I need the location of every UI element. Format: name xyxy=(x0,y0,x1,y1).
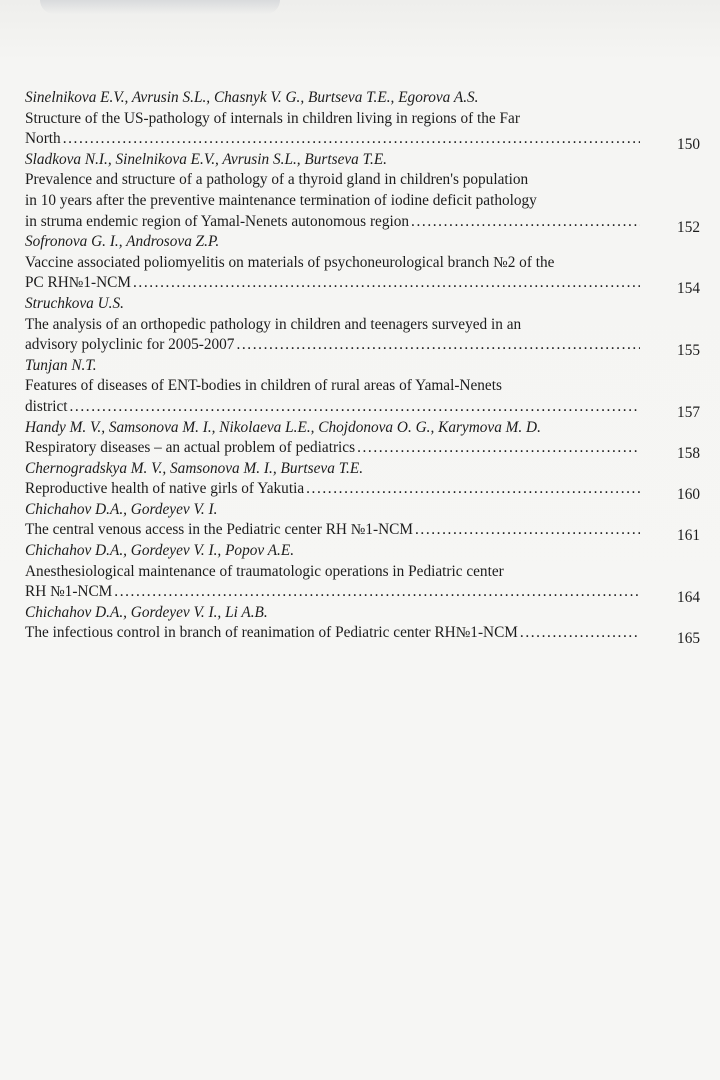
toc-entry-authors: Chichahov D.A., Gordeyev V. I. xyxy=(25,500,218,518)
toc-entry-title-last-line xyxy=(25,438,640,459)
dot-leader xyxy=(411,212,640,233)
toc-entry-title-last-line xyxy=(25,129,640,150)
toc-entry-title-last-line xyxy=(25,273,640,294)
toc-entry-title-last-line xyxy=(25,212,640,233)
toc-entry xyxy=(25,88,700,154)
toc-entry xyxy=(25,294,700,360)
toc-entry-title xyxy=(25,562,700,603)
toc-entry-page-number: 158 xyxy=(677,445,700,463)
toc-entry-title-line: in 10 years after the preventive maintenance termination of iodine deficit pathology xyxy=(25,191,537,209)
toc-entry xyxy=(25,459,700,504)
toc-entry-title-line: Vaccine associated poliomyelitis on materials of psychoneurological branch №2 of the xyxy=(25,253,555,271)
toc-entry-authors: Sofronova G. I., Androsova Z.P. xyxy=(25,233,220,251)
toc-entry-authors: Chichahov D.A., Gordeyev V. I., Popov A.E. xyxy=(25,542,295,560)
toc-entry-authors: Chernogradskya M. V., Samsonova M. I., Burtseva T.E. xyxy=(25,459,364,477)
toc-entry xyxy=(25,418,700,463)
toc-entry-title-last-line xyxy=(25,582,640,603)
toc-entry-title-text: Respiratory diseases – an actual problem of pediatrics xyxy=(25,439,356,457)
toc-entry xyxy=(25,150,700,236)
toc-entry-page-number: 155 xyxy=(677,342,700,360)
toc-entry-title-last-line xyxy=(25,397,640,418)
toc-entry-title-text: The infectious control in branch of reanimation of Pediatric center RH№1-NCM xyxy=(25,624,518,642)
toc-entry-title xyxy=(25,438,700,459)
toc-entry xyxy=(25,356,700,421)
toc-entry-title xyxy=(25,315,700,356)
toc-entry-title-line: Anesthesiological maintenance of traumatologic operations in Pediatric center xyxy=(25,562,504,580)
toc-entry-title-line: Features of diseases of ENT-bodies in children of rural areas of Yamal-Nenets xyxy=(25,377,502,395)
toc-entry-page-number: 160 xyxy=(677,486,700,504)
toc-entry-page-number: 152 xyxy=(677,218,700,236)
toc-entry-title xyxy=(25,253,700,294)
toc-entry-title-last-line xyxy=(25,520,640,541)
toc-entry-page-number: 164 xyxy=(677,589,700,607)
toc-entry-authors: Sladkova N.I., Sinelnikova E.V., Avrusin S.L., Burtseva T.E. xyxy=(25,150,387,168)
toc-entry-title-last-line xyxy=(25,623,640,644)
toc-entry-authors: Struchkova U.S. xyxy=(25,294,124,312)
toc-entry-page-number: 150 xyxy=(677,136,700,154)
toc-entry-page-number: 161 xyxy=(677,527,700,545)
dot-leader xyxy=(63,129,640,150)
toc-entry xyxy=(25,500,700,545)
toc-entry-title-text: in struma endemic region of Yamal-Nenets autonomous region xyxy=(25,212,410,230)
toc-entry-authors: Handy M. V., Samsonova M. I., Nikolaeva L.E., Chojdonova O. G., Karymova M. D. xyxy=(25,418,541,436)
toc-entry-title-text: North xyxy=(25,130,61,148)
toc-entry-title-text: advisory polyclinic for 2005-2007 xyxy=(25,336,235,354)
toc-entry-title xyxy=(25,170,700,232)
toc-entry-title xyxy=(25,479,700,500)
scan-artifact xyxy=(40,0,280,14)
toc-entry xyxy=(25,603,700,648)
toc-entry-title xyxy=(25,623,700,644)
toc-entry-title-line: The analysis of an orthopedic pathology in children and teenagers surveyed in an xyxy=(25,315,522,333)
toc-entry-title xyxy=(25,520,700,541)
dot-leader xyxy=(306,479,640,500)
toc-entry-page-number: 165 xyxy=(677,630,700,648)
toc-entry-title-text: The central venous access in the Pediatric center RH №1-NCM xyxy=(25,521,413,539)
dot-leader xyxy=(357,438,640,459)
toc-entry-title xyxy=(25,109,700,150)
toc-entry-authors: Tunjan N.T. xyxy=(25,356,97,374)
dot-leader xyxy=(520,623,640,644)
toc-entry-title-line: Structure of the US-pathology of internals in children living in regions of the Far xyxy=(25,109,520,127)
toc-entry-page-number: 154 xyxy=(677,280,700,298)
table-of-contents xyxy=(25,88,700,648)
toc-entry-authors: Sinelnikova E.V., Avrusin S.L., Chasnyk V. G., Burtseva T.E., Egorova A.S. xyxy=(25,89,479,106)
dot-leader xyxy=(133,273,640,294)
toc-entry-title-text: Reproductive health of native girls of Yakutia xyxy=(25,480,305,498)
toc-entry-title-text: PC RH№1-NCM xyxy=(25,274,131,292)
dot-leader xyxy=(415,520,640,541)
toc-entry-title-text: RH №1-NCM xyxy=(25,583,113,601)
toc-entry-title xyxy=(25,376,700,417)
toc-entry-title-line: Prevalence and structure of a pathology of a thyroid gland in children's population xyxy=(25,171,529,189)
dot-leader xyxy=(70,397,641,418)
toc-entry xyxy=(25,232,700,298)
toc-entry-title-last-line xyxy=(25,335,640,356)
toc-entry-title-text: district xyxy=(25,397,68,415)
toc-entry-page-number: 157 xyxy=(677,403,700,421)
dot-leader xyxy=(236,335,640,356)
toc-entry xyxy=(25,541,700,607)
toc-entry-authors: Chichahov D.A., Gordeyev V. I., Li A.B. xyxy=(25,603,268,621)
dot-leader xyxy=(114,582,640,603)
toc-entry-title-last-line xyxy=(25,479,640,500)
